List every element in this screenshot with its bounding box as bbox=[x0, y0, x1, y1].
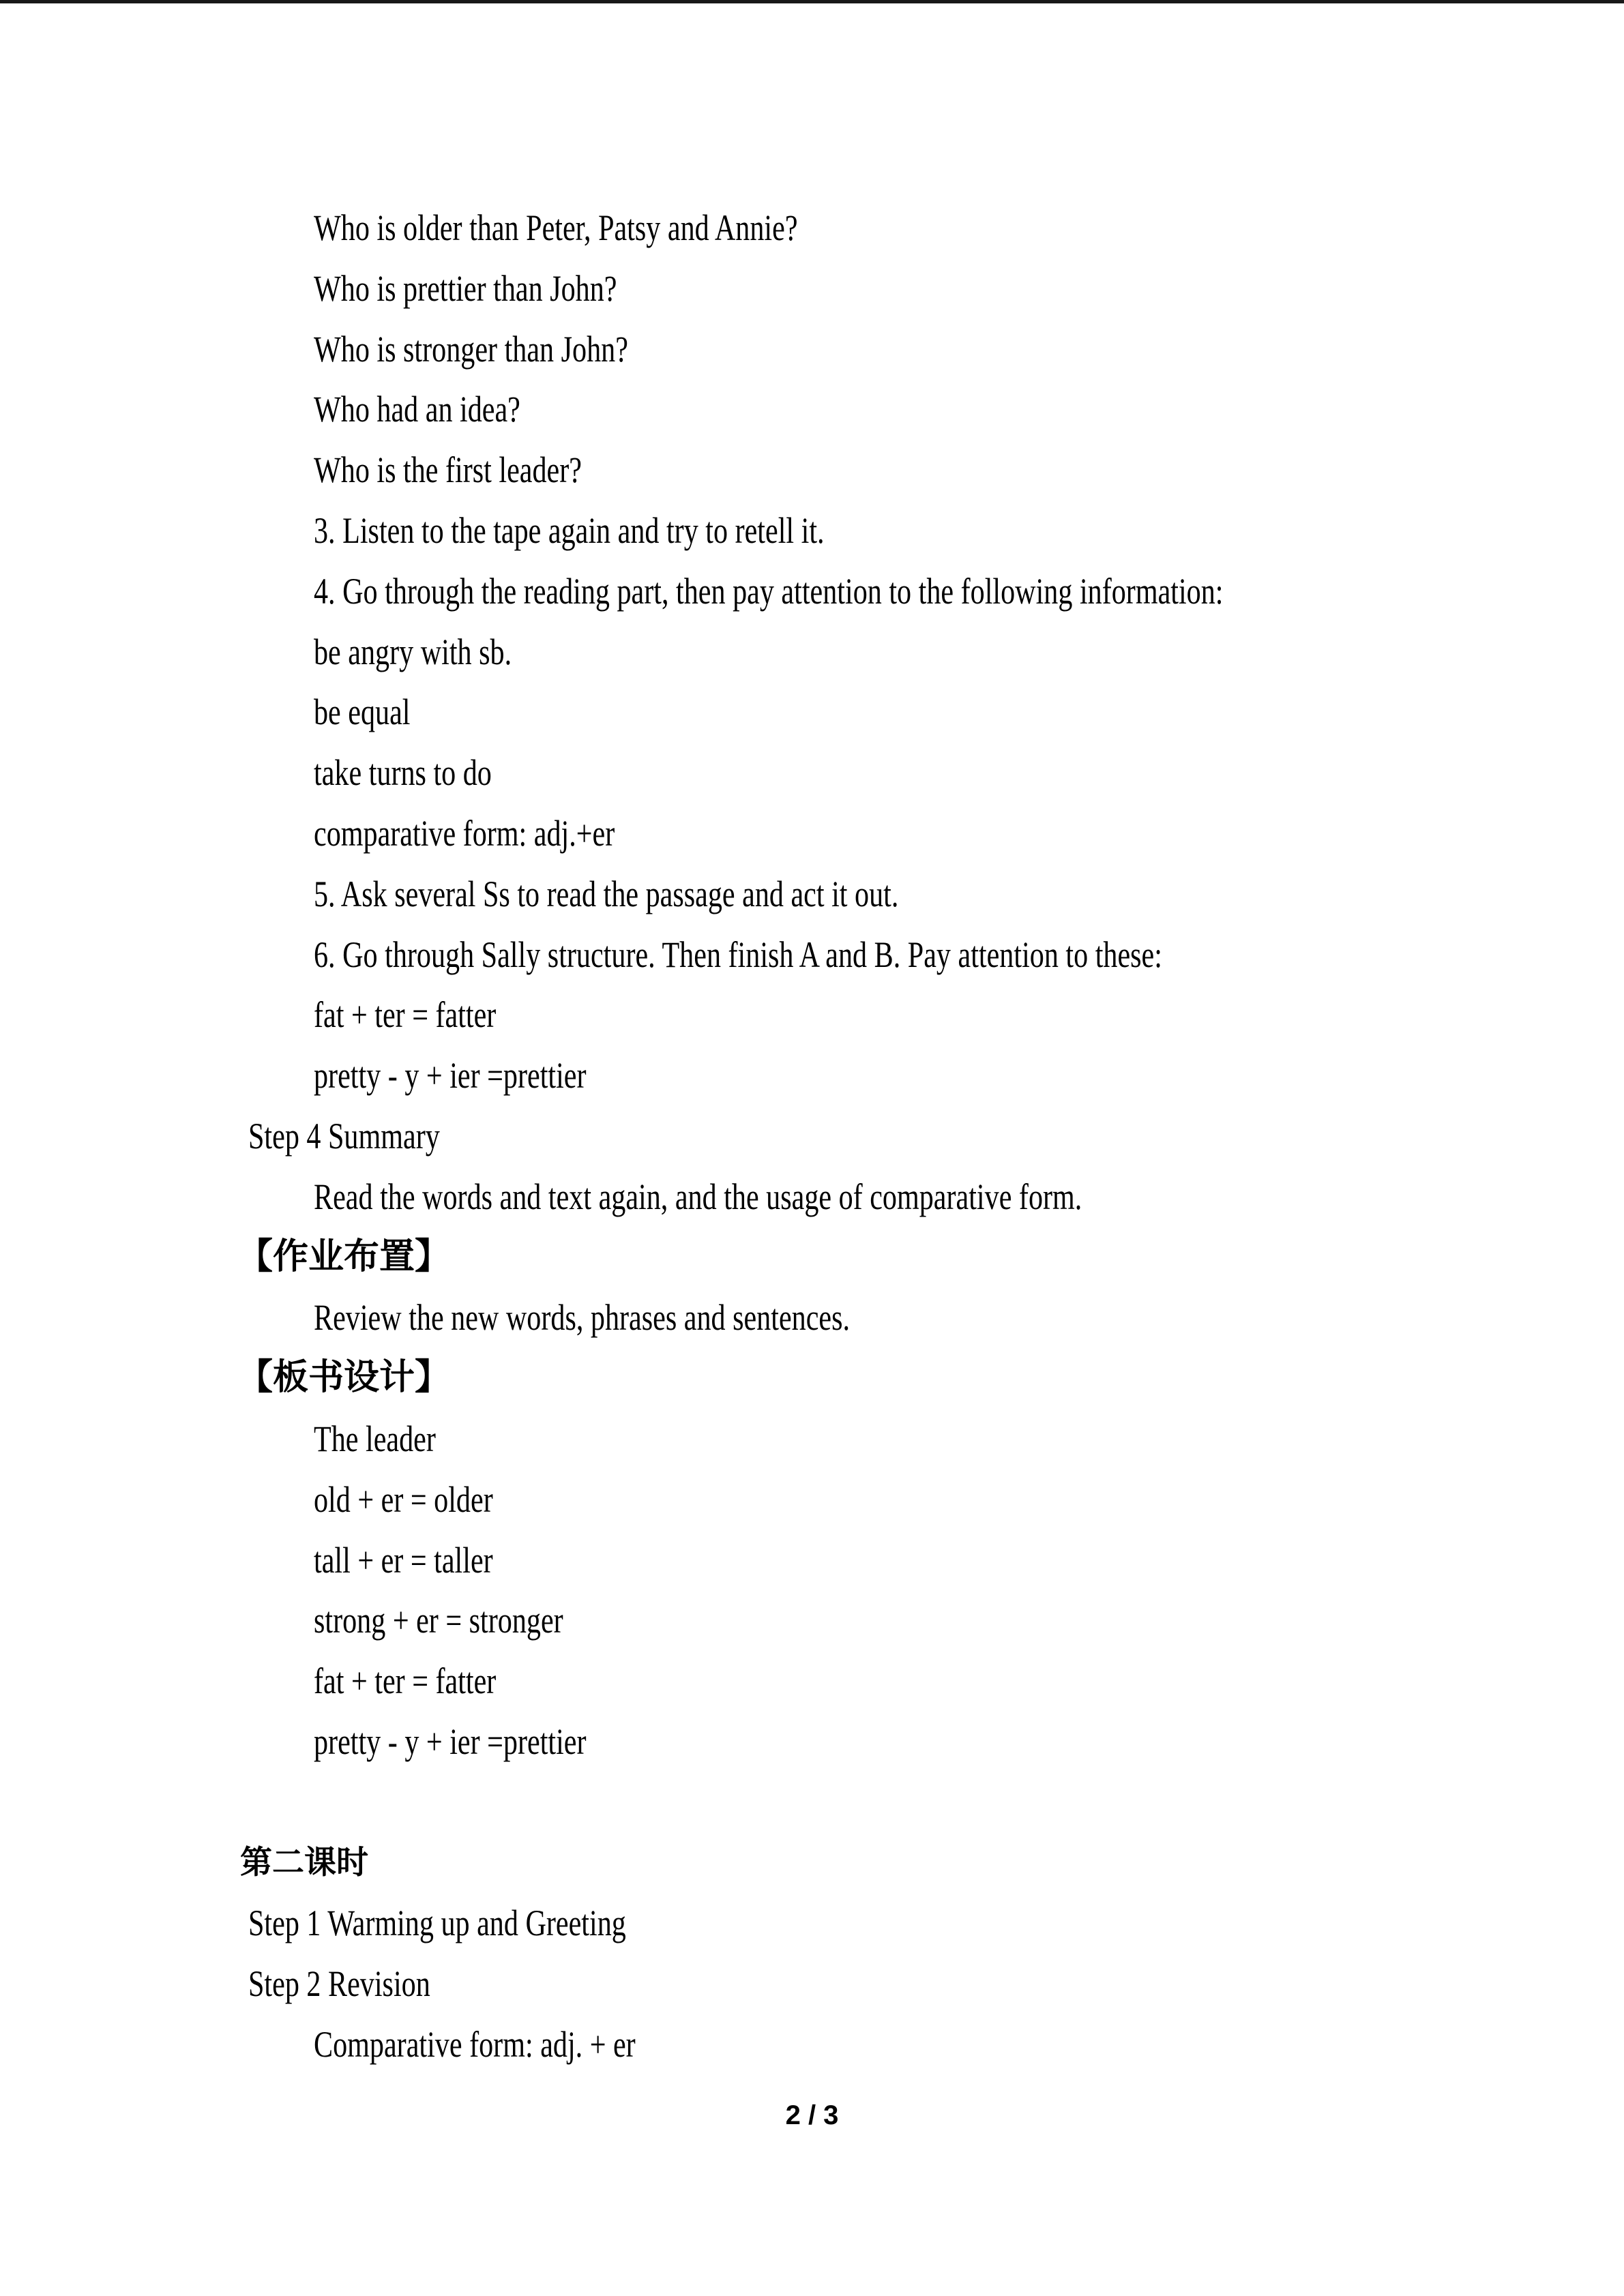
numbered-item-line bbox=[0, 925, 1624, 985]
paragraph-line bbox=[0, 1287, 1624, 1348]
line-text: strong + er = stronger bbox=[314, 1600, 563, 1641]
formula-line bbox=[0, 1651, 1624, 1712]
heading-text: 第二课时 bbox=[240, 1845, 368, 1881]
formula-line bbox=[0, 1470, 1624, 1530]
step-1-line bbox=[0, 1893, 1624, 1954]
heading-text: 【板书设计】 bbox=[237, 1358, 451, 1398]
line-text: Review the new words, phrases and sentences. bbox=[314, 1297, 851, 1339]
phrase-line bbox=[0, 622, 1624, 683]
line-text: be angry with sb. bbox=[314, 631, 512, 672]
top-border-bar bbox=[0, 0, 1624, 3]
board-content-line bbox=[0, 1409, 1624, 1470]
question-line bbox=[0, 319, 1624, 380]
line-text: tall + er = taller bbox=[314, 1539, 493, 1581]
line-text: Who is stronger than John? bbox=[314, 328, 628, 370]
document-body bbox=[0, 198, 1624, 2075]
heading-text: 【作业布置】 bbox=[237, 1237, 451, 1277]
line-text: fat + ter = fatter bbox=[314, 994, 497, 1036]
formula-line bbox=[0, 985, 1624, 1045]
phrase-line bbox=[0, 743, 1624, 803]
phrase-line bbox=[0, 682, 1624, 743]
line-text: Step 1 Warming up and Greeting bbox=[248, 1903, 626, 1944]
question-line bbox=[0, 258, 1624, 319]
line-text: 4. Go through the reading part, then pay attention to the following information: bbox=[314, 570, 1224, 612]
line-text: be equal bbox=[314, 691, 411, 733]
question-line bbox=[0, 198, 1624, 258]
line-text: Comparative form: adj. + er bbox=[314, 2023, 636, 2065]
line-text: Step 4 Summary bbox=[248, 1115, 440, 1157]
page-number: 2 / 3 bbox=[785, 2100, 839, 2130]
line-text: comparative form: adj.+er bbox=[314, 812, 615, 854]
formula-line bbox=[0, 1045, 1624, 1106]
line-text: pretty - y + ier =prettier bbox=[314, 1055, 587, 1097]
lesson-2-heading bbox=[0, 1833, 1624, 1894]
line-text: pretty - y + ier =prettier bbox=[314, 1720, 587, 1762]
line-text: 3. Listen to the tape again and try to retell it. bbox=[314, 509, 825, 551]
line-text: 6. Go through Sally structure. Then finish A and B. Pay attention to these: bbox=[314, 934, 1162, 975]
numbered-item-line bbox=[0, 501, 1624, 561]
line-text: Who had an idea? bbox=[314, 389, 520, 430]
formula-line bbox=[0, 1530, 1624, 1591]
formula-line bbox=[0, 1590, 1624, 1651]
board-design-heading bbox=[0, 1348, 1624, 1409]
step-2-line bbox=[0, 1954, 1624, 2014]
line-text: fat + ter = fatter bbox=[314, 1660, 497, 1702]
formula-line bbox=[0, 1712, 1624, 1772]
numbered-item-line bbox=[0, 864, 1624, 925]
line-text: The leader bbox=[314, 1418, 436, 1459]
line-text: Who is older than Peter, Patsy and Annie? bbox=[314, 207, 798, 248]
numbered-item-line bbox=[0, 561, 1624, 622]
paragraph-line bbox=[0, 1167, 1624, 1227]
phrase-line bbox=[0, 803, 1624, 864]
homework-heading bbox=[0, 1227, 1624, 1288]
line-text: old + er = older bbox=[314, 1478, 493, 1520]
question-line bbox=[0, 440, 1624, 501]
line-text: Step 2 Revision bbox=[248, 1963, 430, 2005]
line-text: Who is the first leader? bbox=[314, 449, 582, 491]
line-text: take turns to do bbox=[314, 752, 492, 794]
blank-line bbox=[0, 1772, 1624, 1833]
line-text: Who is prettier than John? bbox=[314, 267, 617, 309]
question-line bbox=[0, 379, 1624, 440]
line-text: Read the words and text again, and the usage of comparative form. bbox=[314, 1176, 1082, 1217]
line-text: 5. Ask several Ss to read the passage and act it out. bbox=[314, 873, 899, 914]
step-4-summary-line bbox=[0, 1106, 1624, 1167]
paragraph-line bbox=[0, 2014, 1624, 2075]
